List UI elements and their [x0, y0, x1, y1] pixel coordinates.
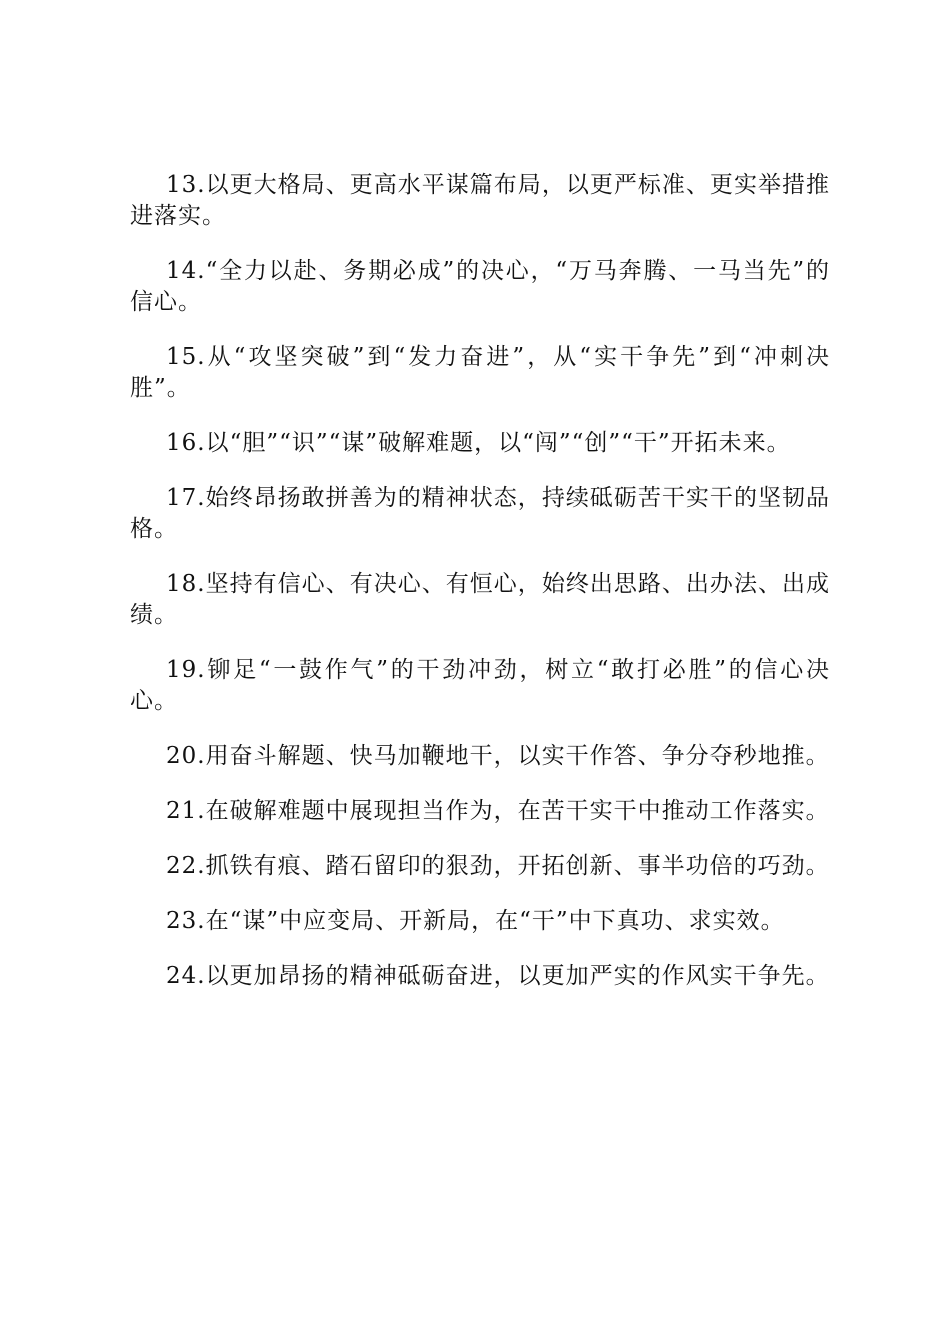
paragraph-23: 23.在“谋”中应变局、开新局，在“干”中下真功、求实效。	[166, 908, 785, 934]
paragraph-16: 16.以“胆”“识”“谋”破解难题，以“闯”“创”“干”开拓未来。	[166, 430, 791, 456]
paragraph-14: 14.“全力以赴、务期必成”的决心，“万马奔腾、一马当先”的信心。	[130, 258, 830, 315]
paragraph-18: 18.坚持有信心、有决心、有恒心，始终出思路、出办法、出成绩。	[130, 571, 830, 628]
paragraph-15: 15.从“攻坚突破”到“发力奋进”，从“实干争先”到“冲刺决胜”。	[130, 344, 830, 401]
document-body	[130, 170, 830, 1016]
paragraph-24: 24.以更加昂扬的精神砥砺奋进，以更加严实的作风实干争先。	[166, 963, 830, 989]
paragraph-20: 20.用奋斗解题、快马加鞭地干，以实干作答、争分夺秒地推。	[166, 743, 830, 769]
paragraph-22: 22.抓铁有痕、踏石留印的狠劲，开拓创新、事半功倍的巧劲。	[166, 853, 830, 879]
paragraph-21: 21.在破解难题中展现担当作为，在苦干实干中推动工作落实。	[166, 798, 830, 824]
paragraph-17: 17.始终昂扬敢拼善为的精神状态，持续砥砺苦干实干的坚韧品格。	[130, 485, 830, 542]
paragraph-13: 13.以更大格局、更高水平谋篇布局，以更严标准、更实举措推进落实。	[130, 172, 830, 229]
paragraph-19: 19.铆足“一鼓作气”的干劲冲劲，树立“敢打必胜”的信心决心。	[130, 657, 830, 714]
